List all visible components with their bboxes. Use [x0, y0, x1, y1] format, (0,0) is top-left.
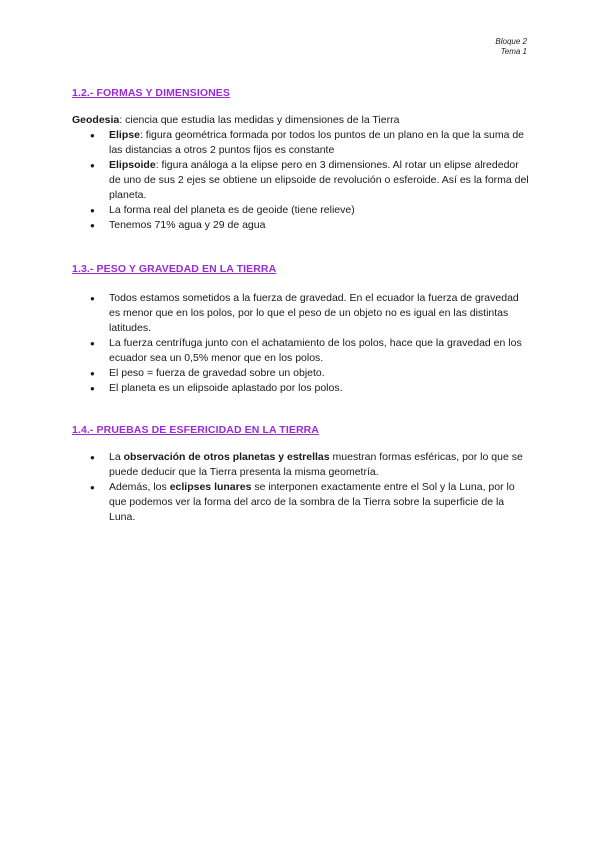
item-term: Elipse	[109, 129, 140, 141]
list-item	[72, 218, 530, 233]
item-term: observación de otros planetas y estrellas	[123, 451, 330, 463]
item-text: muestran formas esféricas, por lo que se puede deducir que la Tierra presenta la misma geometría.	[109, 451, 523, 478]
list-item: ● El planeta es un elipsoide aplastado por los polos.	[72, 381, 530, 396]
bullet-list	[72, 128, 530, 233]
section-heading: 1.4.- PRUEBAS DE ESFERICIDAD EN LA TIERRA	[72, 424, 319, 436]
intro-paragraph	[72, 113, 530, 128]
bullet-list	[72, 291, 530, 396]
section-peso	[72, 263, 530, 396]
list-item: ● La fuerza centrífuga junto con el achatamiento de los polos, hace que la gravedad en los ecuador sea un 0,5% menor que en los polos.	[72, 336, 530, 366]
bullet-list	[72, 450, 530, 525]
section-formas	[72, 87, 530, 233]
list-item	[72, 450, 530, 480]
item-text: Además, los	[109, 481, 170, 493]
item-text: Tenemos 71% agua y 29 de agua	[109, 219, 266, 231]
header-topic: Tema 1	[500, 47, 527, 56]
item-text: se interponen exactamente entre el Sol y la Luna, por lo que podemos ver la forma del arco de la sombra de la Tierra sobre la superficie de la Luna.	[109, 481, 515, 523]
item-term: eclipses lunares	[169, 481, 252, 493]
list-item	[72, 128, 530, 158]
section-heading: 1.3.- PESO Y GRAVEDAD EN LA TIERRA	[72, 263, 277, 275]
list-item: ● El peso = fuerza de gravedad sobre un objeto.	[72, 366, 530, 381]
intro-text: : ciencia que estudia las medidas y dimensiones de la Tierra	[119, 114, 400, 126]
item-text: La	[109, 451, 124, 463]
intro-term: Geodesia	[72, 114, 120, 126]
section-pruebas	[72, 424, 530, 525]
list-item	[72, 480, 530, 525]
item-term: Elipsoide	[109, 159, 156, 171]
list-item: ● Todos estamos sometidos a la fuerza de gravedad. En el ecuador la fuerza de gravedad es menor que en los polos, por lo que el peso de un objeto no es igual en las distintas latitudes.	[72, 291, 530, 336]
item-text: : figura geométrica formada por todos los puntos de un plano en la que la suma de las distancias a otros 2 puntos fijos es constante	[109, 129, 525, 156]
list-item	[72, 203, 530, 218]
header-block: Bloque 2	[495, 37, 527, 46]
list-item	[72, 158, 530, 203]
item-text: : figura análoga a la elipse pero en 3 dimensiones. Al rotar un elipse alrededor de uno de sus 2 ejes se obtiene un elipsoide de revolución o esferoide. Así es la forma del planeta.	[109, 159, 529, 201]
item-text: La forma real del planeta es de geoide (tiene relieve)	[109, 204, 355, 216]
page-header	[495, 37, 527, 57]
section-heading: 1.2.- FORMAS Y DIMENSIONES	[72, 87, 230, 99]
